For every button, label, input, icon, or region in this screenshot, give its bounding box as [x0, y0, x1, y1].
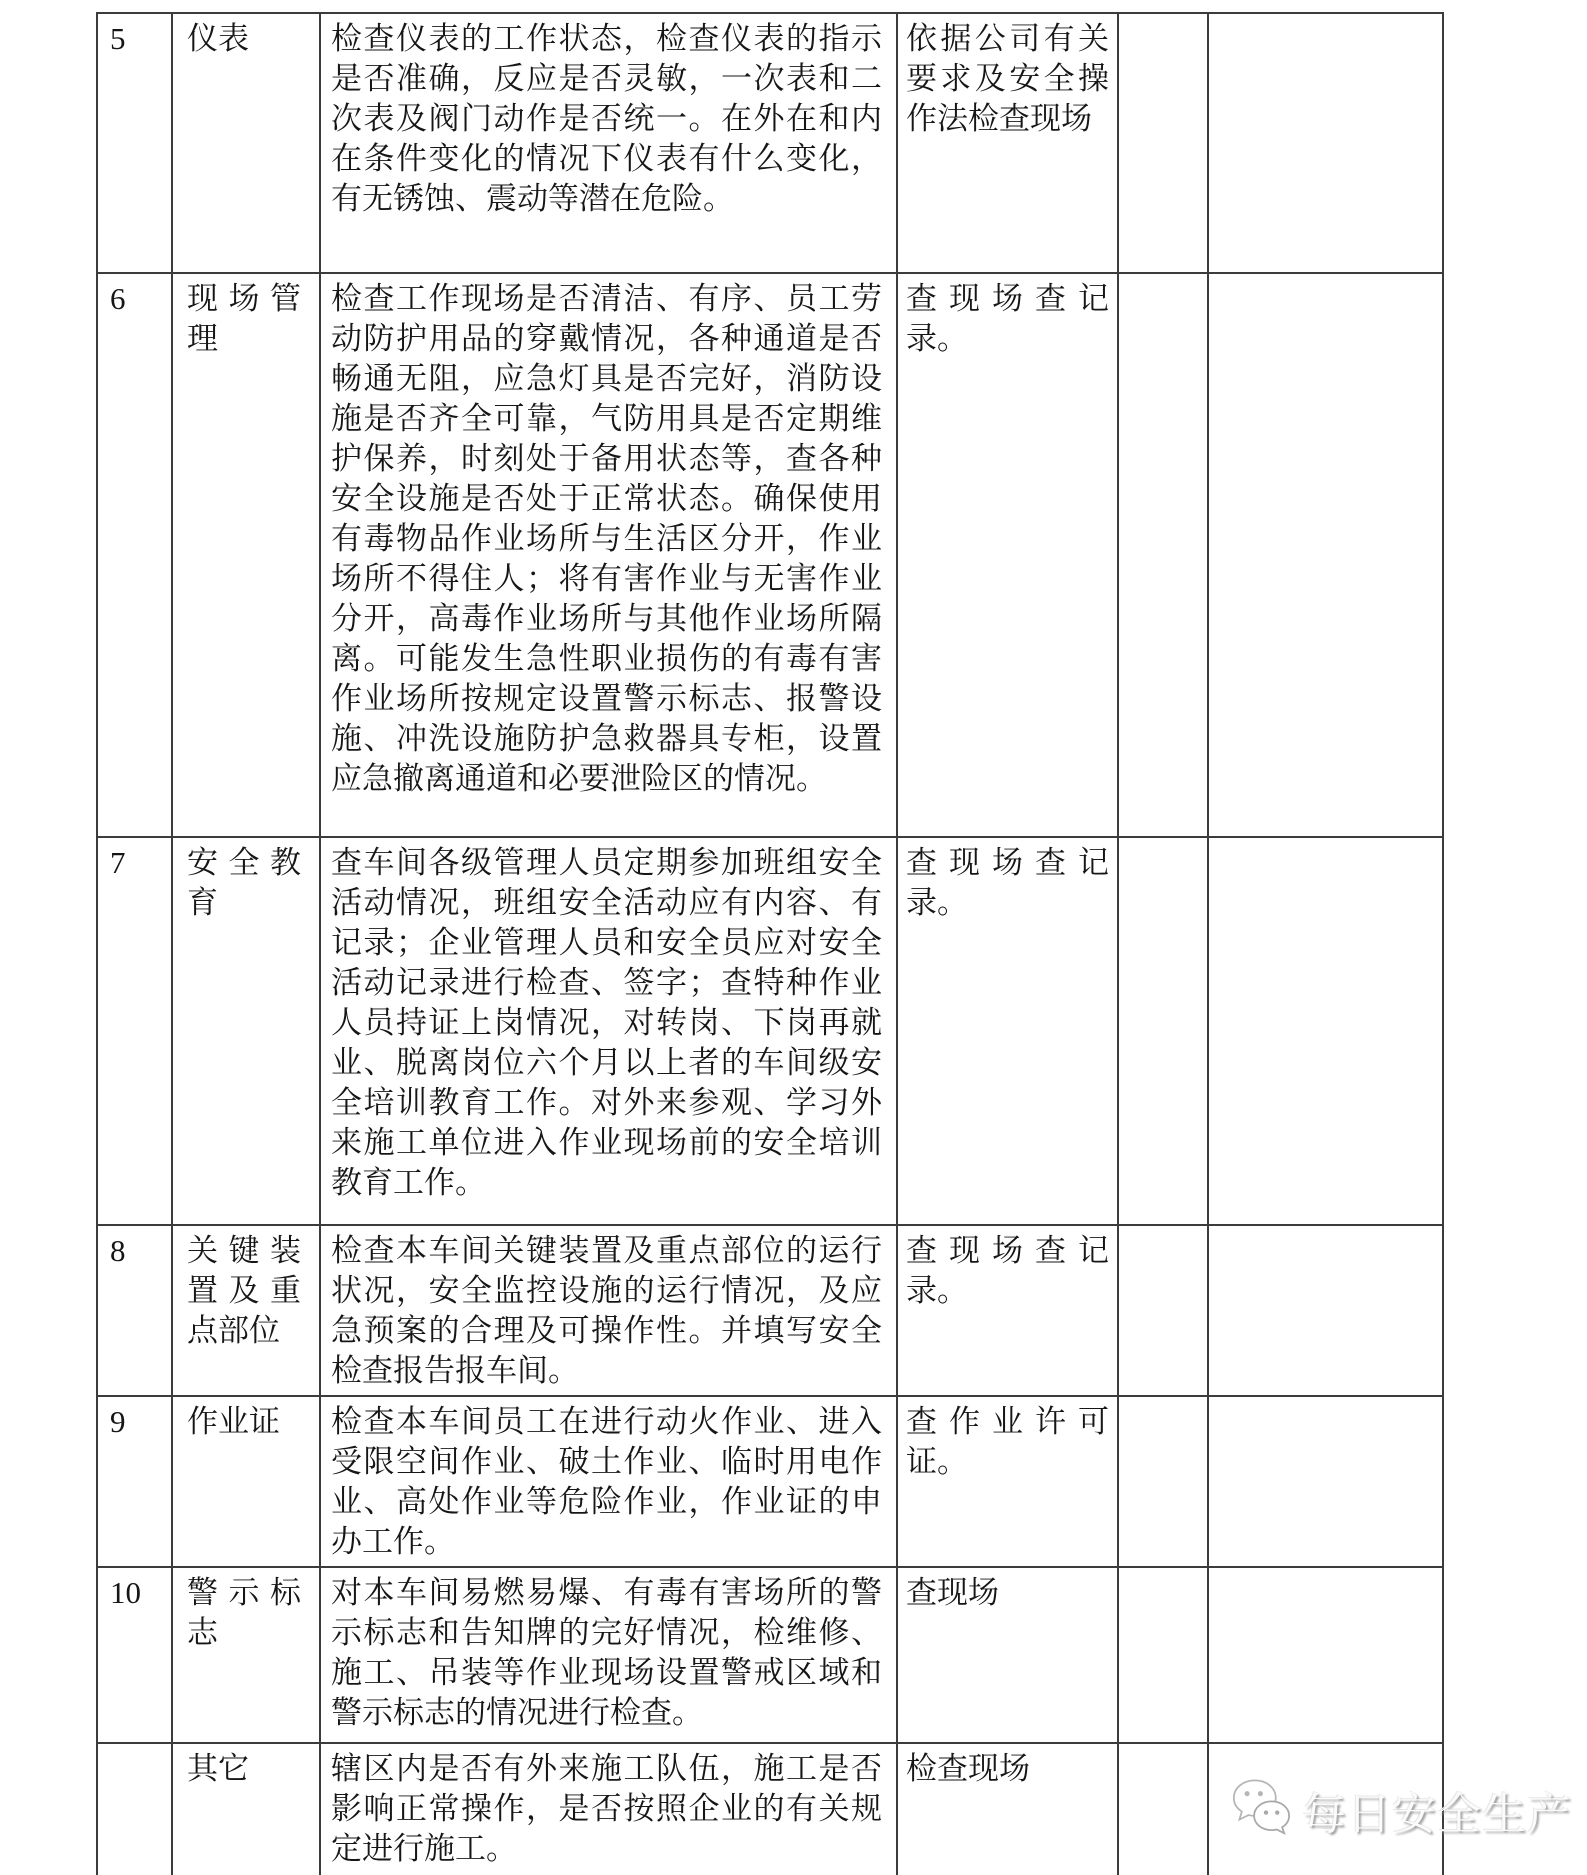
- watermark-label: 每日安全生产: [1302, 1789, 1572, 1839]
- row-number-cell: 6: [97, 273, 172, 837]
- description-cell: 对本车间易燃易爆、有毒有害场所的警示标志和告知牌的完好情况，检维修、施工、吊装等作业现场设置警戒区域和警示标志的情况进行检查。: [320, 1567, 897, 1743]
- table-row: [97, 1396, 1443, 1567]
- table-row: [97, 1567, 1443, 1743]
- table-row: [97, 273, 1443, 837]
- remark-cell: [1208, 837, 1443, 1225]
- category-cell: 安全教育: [172, 837, 320, 1225]
- row-number-cell: [97, 1743, 172, 1875]
- description-cell: 检查仪表的工作状态，检查仪表的指示是否准确，反应是否灵敏，一次表和二次表及阀门动作是否统一。在外在和内在条件变化的情况下仪表有什么变化，有无锈蚀、震动等潜在危险。: [320, 13, 897, 273]
- remark-cell: [1208, 1567, 1443, 1743]
- row-number-cell: 9: [97, 1396, 172, 1567]
- description-cell: 查车间各级管理人员定期参加班组安全活动情况，班组安全活动应有内容、有记录；企业管理人员和安全员应对安全活动记录进行检查、签字；查特种作业人员持证上岗情况，对转岗、下岗再就业、脱离岗位六个月以上者的车间级安全培训教育工作。对外来参观、学习外来施工单位进入作业现场前的安全培训教育工作。: [320, 837, 897, 1225]
- remark-cell: [1208, 1743, 1443, 1875]
- check-cell: [1118, 1743, 1208, 1875]
- remark-cell: [1208, 1396, 1443, 1567]
- table-row: [97, 837, 1443, 1225]
- table-row: [97, 1743, 1443, 1875]
- row-number-cell: 5: [97, 13, 172, 273]
- table-row: [97, 1225, 1443, 1396]
- remark-cell: [1208, 13, 1443, 273]
- safety-inspection-table: [96, 12, 1444, 1875]
- category-cell: 作业证: [172, 1396, 320, 1567]
- description-cell: 辖区内是否有外来施工队伍，施工是否影响正常操作，是否按照企业的有关规定进行施工。: [320, 1743, 897, 1875]
- method-cell: 查现场查记录。: [897, 1225, 1118, 1396]
- row-number-cell: 10: [97, 1567, 172, 1743]
- row-number-cell: 7: [97, 837, 172, 1225]
- category-cell: 关键装置及重点部位: [172, 1225, 320, 1396]
- category-cell: 其它: [172, 1743, 320, 1875]
- table-row: [97, 13, 1443, 273]
- method-cell: 依据公司有关要求及安全操作法检查现场: [897, 13, 1118, 273]
- method-cell: 查作业许可证。: [897, 1396, 1118, 1567]
- check-cell: [1118, 1396, 1208, 1567]
- category-cell: 现场管理: [172, 273, 320, 837]
- method-cell: 检查现场: [897, 1743, 1118, 1875]
- check-cell: [1118, 1225, 1208, 1396]
- description-cell: 检查本车间关键装置及重点部位的运行状况，安全监控设施的运行情况，及应急预案的合理及可操作性。并填写安全检查报告报车间。: [320, 1225, 897, 1396]
- check-cell: [1118, 1567, 1208, 1743]
- category-cell: 仪表: [172, 13, 320, 273]
- description-cell: 检查工作现场是否清洁、有序、员工劳动防护用品的穿戴情况，各种通道是否畅通无阻，应急灯具是否完好，消防设施是否齐全可靠，气防用具是否定期维护保养，时刻处于备用状态等，查各种安全设施是否处于正常状态。确保使用有毒物品作业场所与生活区分开，作业场所不得住人；将有害作业与无害作业分开，高毒作业场所与其他作业场所隔离。可能发生急性职业损伤的有毒有害作业场所按规定设置警示标志、报警设施、冲洗设施防护急救器具专柜，设置应急撤离通道和必要泄险区的情况。: [320, 273, 897, 837]
- check-cell: [1118, 273, 1208, 837]
- description-cell: 检查本车间员工在进行动火作业、进入受限空间作业、破土作业、临时用电作业、高处作业等危险作业，作业证的申办工作。: [320, 1396, 897, 1567]
- remark-cell: [1208, 1225, 1443, 1396]
- category-cell: 警示标志: [172, 1567, 320, 1743]
- method-cell: 查现场查记录。: [897, 837, 1118, 1225]
- method-cell: 查现场: [897, 1567, 1118, 1743]
- check-cell: [1118, 837, 1208, 1225]
- check-cell: [1118, 13, 1208, 273]
- row-number-cell: 8: [97, 1225, 172, 1396]
- method-cell: 查现场查记录。: [897, 273, 1118, 837]
- remark-cell: [1208, 273, 1443, 837]
